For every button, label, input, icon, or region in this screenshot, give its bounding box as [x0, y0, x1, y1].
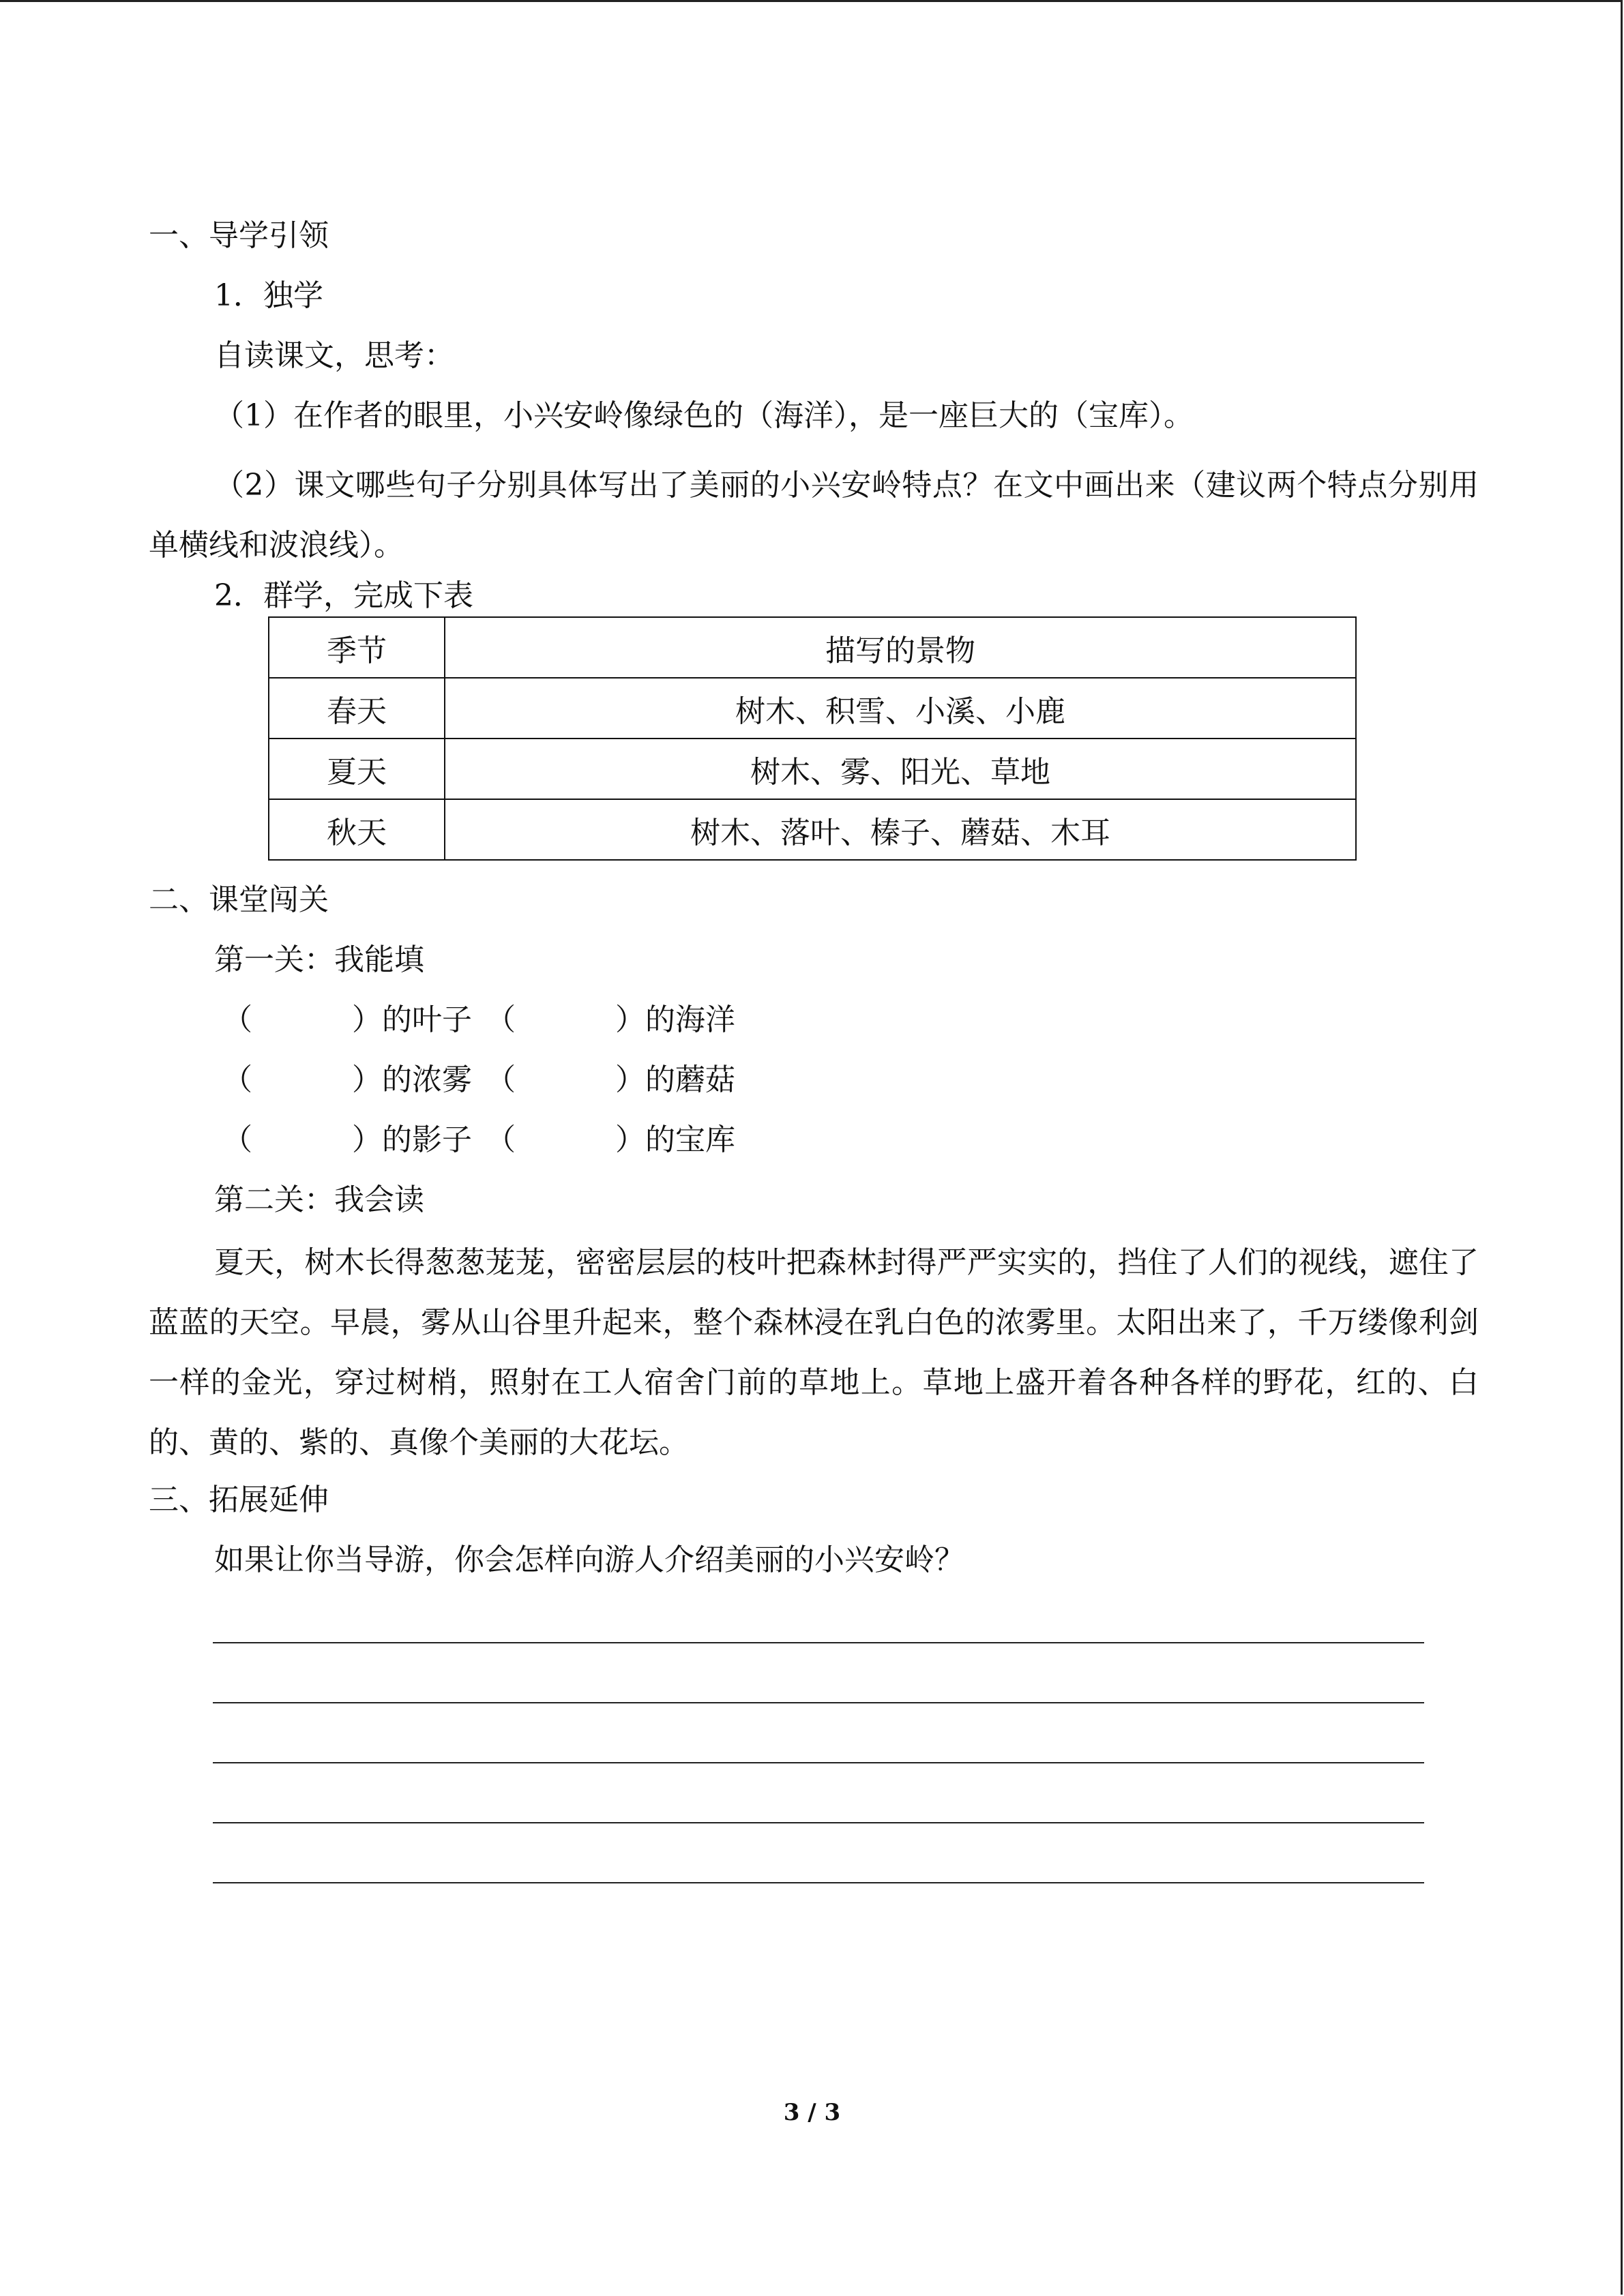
- open-bracket: （: [222, 1002, 252, 1037]
- open-bracket: （: [486, 1062, 516, 1097]
- question-1: （1）在作者的眼里，小兴安岭像绿色的（海洋），是一座巨大的（宝库）。: [214, 398, 1194, 433]
- table-cell-scenery: 树木、雾、阳光、草地: [445, 739, 1356, 799]
- reading-prompt: 自读课文，思考：: [214, 338, 454, 373]
- extension-prompt: 如果让你当导游，你会怎样向游人介绍美丽的小兴安岭？: [214, 1542, 964, 1577]
- open-bracket: （: [486, 1002, 516, 1037]
- sub-heading-independent-study: 1．独学: [214, 278, 323, 313]
- fill-blank-item[interactable]: ）的影子: [352, 1122, 472, 1157]
- question-2: （2）课文哪些句子分别具体写出了美丽的小兴安岭特点？在文中画出来（建议两个特点分别用单横线和波浪线）。: [149, 468, 1479, 563]
- table-cell-season: 春天: [269, 678, 445, 739]
- table-header-row: [269, 617, 1356, 678]
- reading-passage: 夏天，树木长得葱葱茏茏，密密层层的枝叶把森林封得严严实实的，挡住了人们的视线，遮住了蓝蓝的天空。早晨，雾从山谷里升起来，整个森林浸在乳白色的浓雾里。太阳出来了，千万缕像利剑一样的金光，穿过树梢，照射在工人宿舍门前的草地上。草地上盛开着各种各样的野花，红的、白的、黄的、紫的、真像个美丽的大花坛。: [149, 1245, 1479, 1460]
- fill-blank-row: [486, 1060, 735, 1101]
- sub-heading-group-study: 2．群学，完成下表: [214, 578, 473, 613]
- answer-line[interactable]: [213, 1642, 1424, 1643]
- section3-title: 三、拓展延伸: [149, 1482, 329, 1517]
- fill-blank-row: [222, 1120, 472, 1161]
- answer-line[interactable]: [213, 1702, 1424, 1703]
- answer-line[interactable]: [213, 1882, 1424, 1883]
- fill-blank-item[interactable]: ）的浓雾: [352, 1062, 472, 1097]
- table-header-season: 季节: [269, 617, 445, 678]
- answer-line[interactable]: [213, 1762, 1424, 1763]
- level-2-heading: 第二关：我会读: [214, 1182, 424, 1217]
- table-cell-scenery: 树木、落叶、榛子、蘑菇、木耳: [445, 799, 1356, 860]
- open-bracket: （: [222, 1062, 252, 1097]
- answer-line[interactable]: [213, 1822, 1424, 1823]
- fill-blank-row: [486, 1000, 735, 1041]
- open-bracket: （: [222, 1122, 252, 1157]
- section2-title: 二、课堂闯关: [149, 882, 329, 917]
- table-cell-season: 夏天: [269, 739, 445, 799]
- fill-blank-row: [222, 1060, 472, 1101]
- table-row: [269, 739, 1356, 799]
- table-row: [269, 678, 1356, 739]
- fill-blank-item[interactable]: ）的叶子: [352, 1002, 472, 1037]
- open-bracket: （: [486, 1122, 516, 1157]
- fill-blank-row: [486, 1120, 735, 1161]
- fill-blank-item[interactable]: ）的蘑菇: [615, 1062, 735, 1097]
- level-1-heading: 第一关：我能填: [214, 942, 424, 977]
- table-cell-season: 秋天: [269, 799, 445, 860]
- table-header-scenery: 描写的景物: [445, 617, 1356, 678]
- season-table: [268, 616, 1357, 861]
- fill-blank-row: [222, 1000, 472, 1041]
- fill-blank-item[interactable]: ）的宝库: [615, 1122, 735, 1157]
- fill-blank-item[interactable]: ）的海洋: [615, 1002, 735, 1037]
- section1-title: 一、导学引领: [149, 218, 329, 253]
- table-row: [269, 799, 1356, 860]
- table-cell-scenery: 树木、积雪、小溪、小鹿: [445, 678, 1356, 739]
- page-number: 3 / 3: [783, 2099, 841, 2126]
